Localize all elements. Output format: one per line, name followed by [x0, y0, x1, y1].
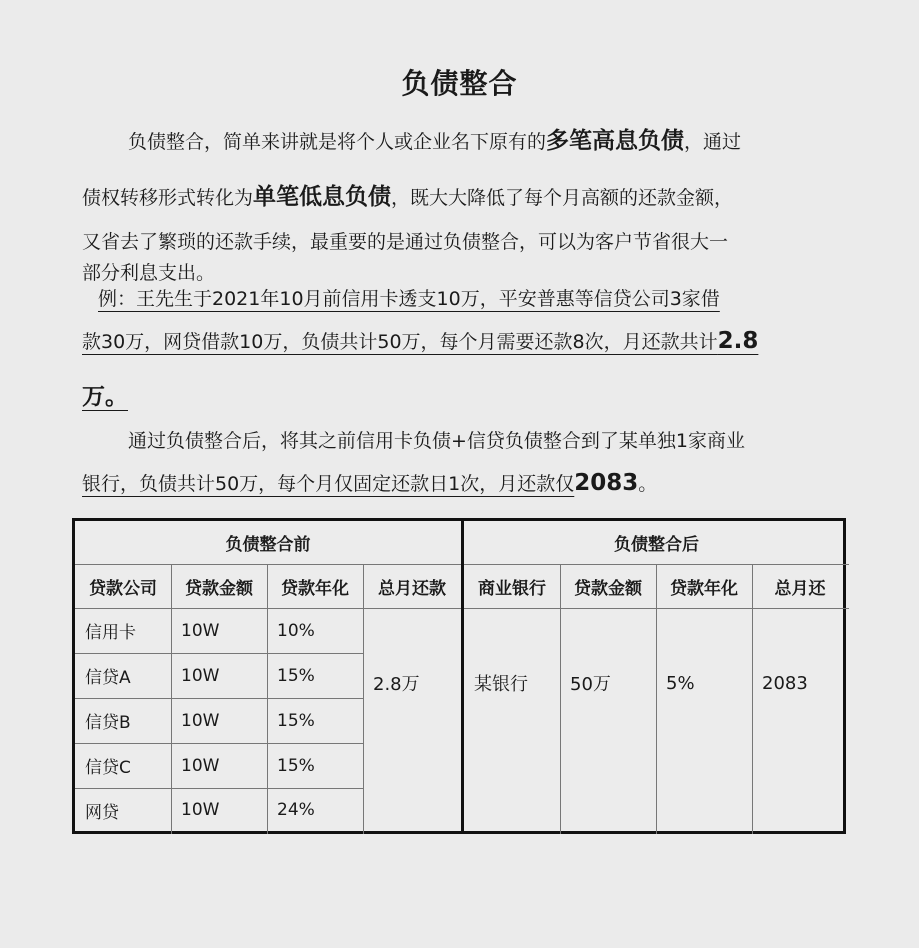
- header-cell: 贷款公司: [89, 578, 157, 599]
- underlined-text: 款30万，网贷借款10万，负债共计50万，每个月需要还款8次，月还款共计: [82, 331, 718, 353]
- table-cell: 5%: [666, 672, 695, 694]
- highlight-text: 单笔低息负债: [253, 184, 392, 210]
- table-cell: 网贷: [85, 802, 119, 823]
- before-title: 负债整合前: [225, 535, 311, 555]
- divider: [656, 564, 657, 834]
- table-cell: 某银行: [474, 674, 528, 695]
- table-cell: 15%: [277, 755, 315, 776]
- underlined-text: 例：王先生于2021年10月前信用卡透支10万，平安普惠等信贷公司3家借: [98, 288, 720, 310]
- header-cell: 贷款年化: [281, 578, 349, 599]
- table-cell: 15%: [277, 710, 315, 731]
- text: ，通过: [684, 131, 742, 153]
- highlight-text: 2083: [574, 470, 639, 496]
- highlight-text: 多笔高息负债: [546, 128, 685, 154]
- table-cell: 15%: [277, 665, 315, 686]
- comparison-table: [72, 518, 846, 834]
- text: 债权转移形式转化为: [82, 187, 254, 209]
- table-cell: 2083: [762, 672, 808, 694]
- table-cell: 信贷C: [85, 758, 131, 778]
- table-cell: 10W: [181, 665, 220, 686]
- divider: [560, 564, 561, 834]
- example-line: [98, 286, 720, 312]
- paragraph-line: [128, 128, 741, 155]
- underlined-text: 银行，负债共计50万，每个月仅固定还款日1次，月还款仅: [82, 473, 575, 495]
- paragraph-line: [82, 470, 657, 497]
- paragraph-line: 又省去了繁琐的还款手续，最重要的是通过负债整合，可以为客户节省很大一: [82, 231, 729, 253]
- divider: [752, 564, 753, 834]
- page-title: 负债整合: [401, 67, 518, 100]
- table-cell: 10W: [181, 755, 220, 776]
- total-cell: 2.8万: [373, 674, 420, 695]
- table-cell: 10W: [181, 710, 220, 731]
- after-title: 负债整合后: [614, 535, 699, 555]
- example-line: [82, 328, 758, 355]
- header-cell: 贷款年化: [670, 578, 738, 599]
- divider: [267, 564, 268, 834]
- paragraph-line: [82, 184, 733, 211]
- table-cell: 10W: [181, 800, 220, 820]
- table-cell: 信贷B: [85, 713, 131, 733]
- text: 负债整合，简单来讲就是将个人或企业名下原有的: [128, 131, 547, 153]
- header-cell: 总月还款: [378, 578, 446, 599]
- table-before: [75, 521, 464, 831]
- paragraph-line: 部分利息支出。: [82, 262, 216, 284]
- header-cell: 商业银行: [478, 578, 546, 599]
- header-cell: 总月还: [774, 578, 826, 599]
- table-cell: 信贷A: [85, 668, 131, 688]
- table-after: [464, 521, 843, 831]
- table-cell: 24%: [277, 800, 315, 820]
- table-cell: 10W: [181, 620, 220, 641]
- table-cell: 50万: [570, 674, 611, 695]
- table-cell: 10%: [277, 620, 315, 641]
- highlight-text: 2.8: [717, 328, 759, 354]
- example-line: [82, 384, 128, 411]
- highlight-text: 万。: [82, 384, 128, 410]
- divider: [171, 564, 172, 834]
- text: ，既大大降低了每个月高额的还款金额，: [391, 187, 734, 209]
- paragraph-line: 通过负债整合后，将其之前信用卡负债+信贷负债整合到了某单独1家商业: [128, 430, 746, 452]
- text: 。: [638, 473, 658, 495]
- header-cell: 贷款金额: [185, 578, 253, 599]
- table-cell: 信用卡: [85, 623, 136, 643]
- divider: [363, 564, 364, 834]
- header-cell: 贷款金额: [574, 578, 642, 599]
